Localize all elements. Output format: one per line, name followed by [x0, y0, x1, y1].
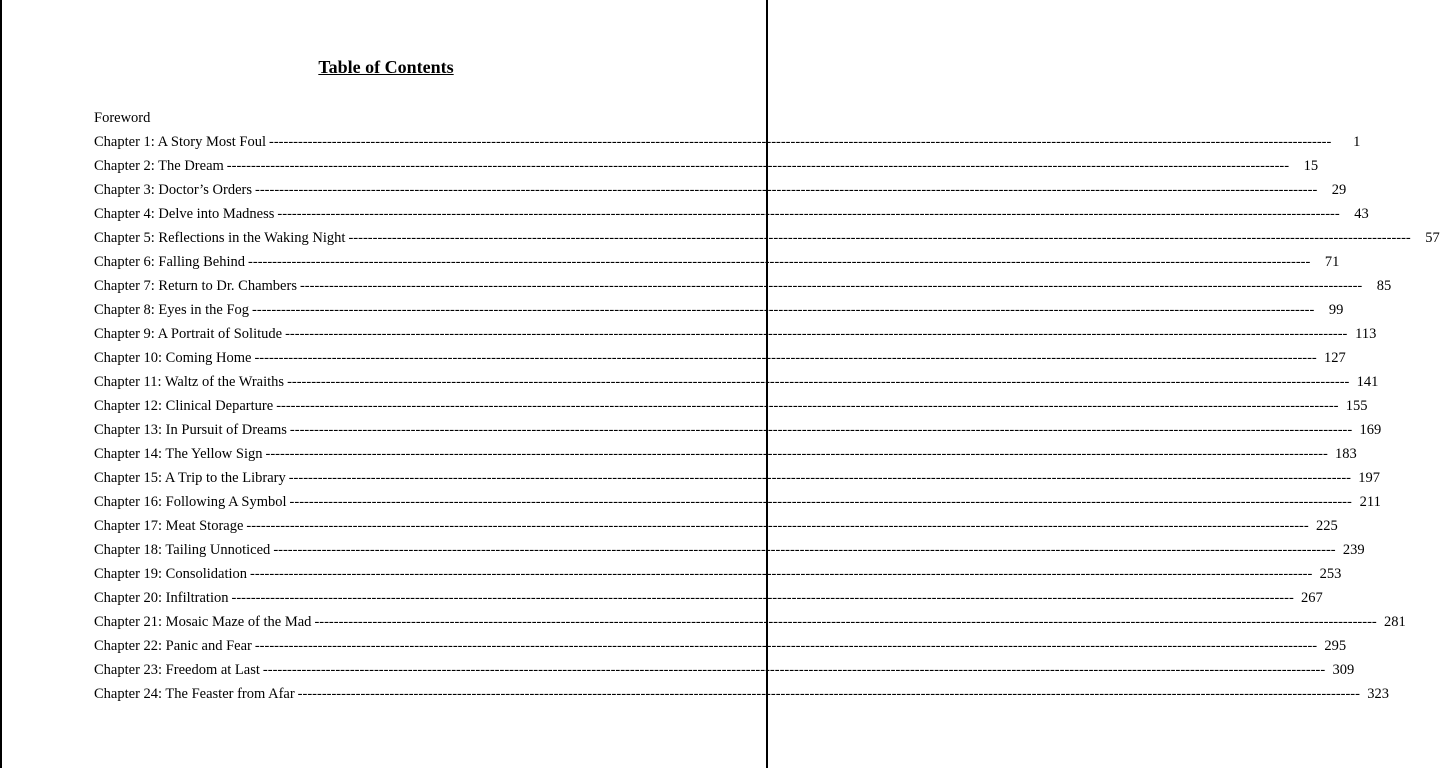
dot-leader: ---------------------------------------------------------------------------------------------------------------------------------------------------------------------------------------------------------------------------- — [255, 182, 1318, 198]
dot-leader: ---------------------------------------------------------------------------------------------------------------------------------------------------------------------------------------------------------------------------- — [285, 326, 1348, 342]
toc-entry-page-number: 85 — [1376, 278, 1392, 294]
dot-leader: ---------------------------------------------------------------------------------------------------------------------------------------------------------------------------------------------------------------------------- — [269, 134, 1332, 150]
toc-entry-title: Chapter 1: A Story Most Foul — [94, 134, 267, 150]
toc-entry-page-number: 113 — [1355, 326, 1377, 342]
toc-entry-page-number: 253 — [1319, 566, 1342, 582]
toc-entry-page-number: 127 — [1324, 350, 1346, 366]
toc-entry-page-number: 183 — [1335, 446, 1357, 462]
table-of-contents — [94, 106, 1440, 706]
toc-entry-page-number: 141 — [1356, 374, 1379, 390]
toc-entry-title: Chapter 3: Doctor’s Orders — [94, 182, 252, 198]
toc-entry — [94, 538, 1365, 562]
toc-entry — [94, 154, 1319, 178]
toc-entry — [94, 418, 1382, 442]
toc-entry-title: Chapter 10: Coming Home — [94, 350, 252, 366]
dot-leader: ---------------------------------------------------------------------------------------------------------------------------------------------------------------------------------------------------------------------------- — [231, 590, 1294, 606]
toc-entry — [94, 250, 1340, 274]
toc-entry-page-number: 309 — [1332, 662, 1355, 678]
toc-entry-title: Chapter 9: A Portrait of Solitude — [94, 326, 283, 342]
toc-entry — [94, 346, 1346, 370]
toc-entry — [94, 586, 1323, 610]
toc-entry-page-number: 15 — [1303, 158, 1319, 174]
dot-leader: ---------------------------------------------------------------------------------------------------------------------------------------------------------------------------------------------------------------------------- — [252, 302, 1315, 318]
dot-leader: ---------------------------------------------------------------------------------------------------------------------------------------------------------------------------------------------------------------------------- — [289, 494, 1352, 510]
dot-leader: ---------------------------------------------------------------------------------------------------------------------------------------------------------------------------------------------------------------------------- — [297, 686, 1360, 702]
toc-entry — [94, 202, 1369, 226]
dot-leader: ---------------------------------------------------------------------------------------------------------------------------------------------------------------------------------------------------------------------------- — [277, 206, 1340, 222]
toc-entry — [94, 442, 1357, 466]
toc-entry — [94, 370, 1379, 394]
dot-leader: ---------------------------------------------------------------------------------------------------------------------------------------------------------------------------------------------------------------------------- — [265, 446, 1328, 462]
toc-entry-title: Chapter 22: Panic and Fear — [94, 638, 252, 654]
dot-leader: ---------------------------------------------------------------------------------------------------------------------------------------------------------------------------------------------------------------------------- — [287, 374, 1350, 390]
toc-entry-title: Chapter 2: The Dream — [94, 158, 224, 174]
toc-entry-title: Chapter 14: The Yellow Sign — [94, 446, 263, 462]
toc-entry-title: Chapter 17: Meat Storage — [94, 518, 244, 534]
dot-leader: ---------------------------------------------------------------------------------------------------------------------------------------------------------------------------------------------------------------------------- — [348, 230, 1411, 246]
toc-entry-title: Chapter 11: Waltz of the Wraiths — [94, 374, 285, 390]
toc-entry — [94, 226, 1440, 250]
toc-entry-page-number: 169 — [1359, 422, 1382, 438]
toc-entry — [94, 178, 1347, 202]
dot-leader: ---------------------------------------------------------------------------------------------------------------------------------------------------------------------------------------------------------------------------- — [262, 662, 1326, 678]
toc-entry-page-number: 99 — [1328, 302, 1344, 318]
toc-entry-page-number: 155 — [1345, 398, 1368, 414]
dot-leader: ---------------------------------------------------------------------------------------------------------------------------------------------------------------------------------------------------------------------------- — [288, 470, 1352, 486]
toc-entry-page-number: 1 — [1353, 134, 1361, 150]
dot-leader: ---------------------------------------------------------------------------------------------------------------------------------------------------------------------------------------------------------------------------- — [273, 542, 1336, 558]
dot-leader: ---------------------------------------------------------------------------------------------------------------------------------------------------------------------------------------------------------------------------- — [246, 518, 1309, 534]
toc-entry-page-number: 197 — [1358, 470, 1381, 486]
toc-entry-title: Chapter 13: In Pursuit of Dreams — [94, 422, 287, 438]
toc-entry-title: Chapter 15: A Trip to the Library — [94, 470, 286, 486]
toc-entry-title: Chapter 8: Eyes in the Fog — [94, 302, 250, 318]
toc-entry-page-number: 239 — [1342, 542, 1365, 558]
dot-leader: ---------------------------------------------------------------------------------------------------------------------------------------------------------------------------------------------------------------------------- — [314, 614, 1377, 630]
dot-leader: ---------------------------------------------------------------------------------------------------------------------------------------------------------------------------------------------------------------------------- — [289, 422, 1353, 438]
dot-leader: ---------------------------------------------------------------------------------------------------------------------------------------------------------------------------------------------------------------------------- — [254, 350, 1317, 366]
toc-entry — [94, 490, 1381, 514]
toc-entry-page-number: 267 — [1301, 590, 1323, 606]
dot-leader: ---------------------------------------------------------------------------------------------------------------------------------------------------------------------------------------------------------------------------- — [276, 398, 1339, 414]
dot-leader: ---------------------------------------------------------------------------------------------------------------------------------------------------------------------------------------------------------------------------- — [254, 638, 1318, 654]
toc-entry-title: Chapter 24: The Feaster from Afar — [94, 686, 295, 702]
toc-entry — [94, 634, 1347, 658]
toc-entry — [94, 130, 1361, 154]
toc-entry-page-number: 225 — [1315, 518, 1338, 534]
toc-entry-title: Chapter 19: Consolidation — [94, 566, 248, 582]
toc-entry — [94, 322, 1377, 346]
toc-entry-title: Chapter 16: Following A Symbol — [94, 494, 287, 510]
toc-entry-page-number: 295 — [1324, 638, 1347, 654]
dot-leader: ---------------------------------------------------------------------------------------------------------------------------------------------------------------------------------------------------------------------------- — [248, 254, 1311, 270]
dot-leader: ---------------------------------------------------------------------------------------------------------------------------------------------------------------------------------------------------------------------------- — [250, 566, 1313, 582]
toc-entry-page-number: 281 — [1383, 614, 1406, 630]
toc-entry — [94, 298, 1344, 322]
toc-entry-page-number: 57 — [1425, 230, 1440, 246]
toc-entry-list — [94, 130, 1440, 706]
toc-entry-title: Chapter 20: Infiltration — [94, 590, 229, 606]
dot-leader: ---------------------------------------------------------------------------------------------------------------------------------------------------------------------------------------------------------------------------- — [299, 278, 1363, 294]
toc-entry-title: Chapter 6: Falling Behind — [94, 254, 246, 270]
toc-entry — [94, 682, 1389, 706]
toc-entry — [94, 394, 1368, 418]
toc-entry-title: Chapter 23: Freedom at Last — [94, 662, 260, 678]
toc-entry-title: Chapter 12: Clinical Departure — [94, 398, 274, 414]
toc-entry-title: Chapter 21: Mosaic Maze of the Mad — [94, 614, 312, 630]
toc-entry — [94, 658, 1355, 682]
toc-entry — [94, 610, 1406, 634]
toc-entry-title: Chapter 18: Tailing Unnoticed — [94, 542, 271, 558]
toc-entry-page-number: 29 — [1331, 182, 1347, 198]
toc-entry-page-number: 323 — [1367, 686, 1389, 702]
toc-entry — [94, 562, 1342, 586]
toc-entry — [94, 274, 1392, 298]
page-title: Table of Contents — [318, 57, 454, 77]
dot-leader: ---------------------------------------------------------------------------------------------------------------------------------------------------------------------------------------------------------------------------- — [226, 158, 1290, 174]
toc-entry-page-number: 43 — [1354, 206, 1369, 222]
toc-entry-title: Chapter 4: Delve into Madness — [94, 206, 275, 222]
toc-entry-page-number: 71 — [1324, 254, 1340, 270]
toc-entry-title: Chapter 5: Reflections in the Waking Night — [94, 230, 346, 246]
toc-entry-title: Chapter 7: Return to Dr. Chambers — [94, 278, 297, 294]
toc-entry — [94, 514, 1338, 538]
foreword-entry: Foreword — [94, 110, 151, 126]
toc-entry — [94, 466, 1381, 490]
toc-entry-page-number: 211 — [1359, 494, 1381, 510]
